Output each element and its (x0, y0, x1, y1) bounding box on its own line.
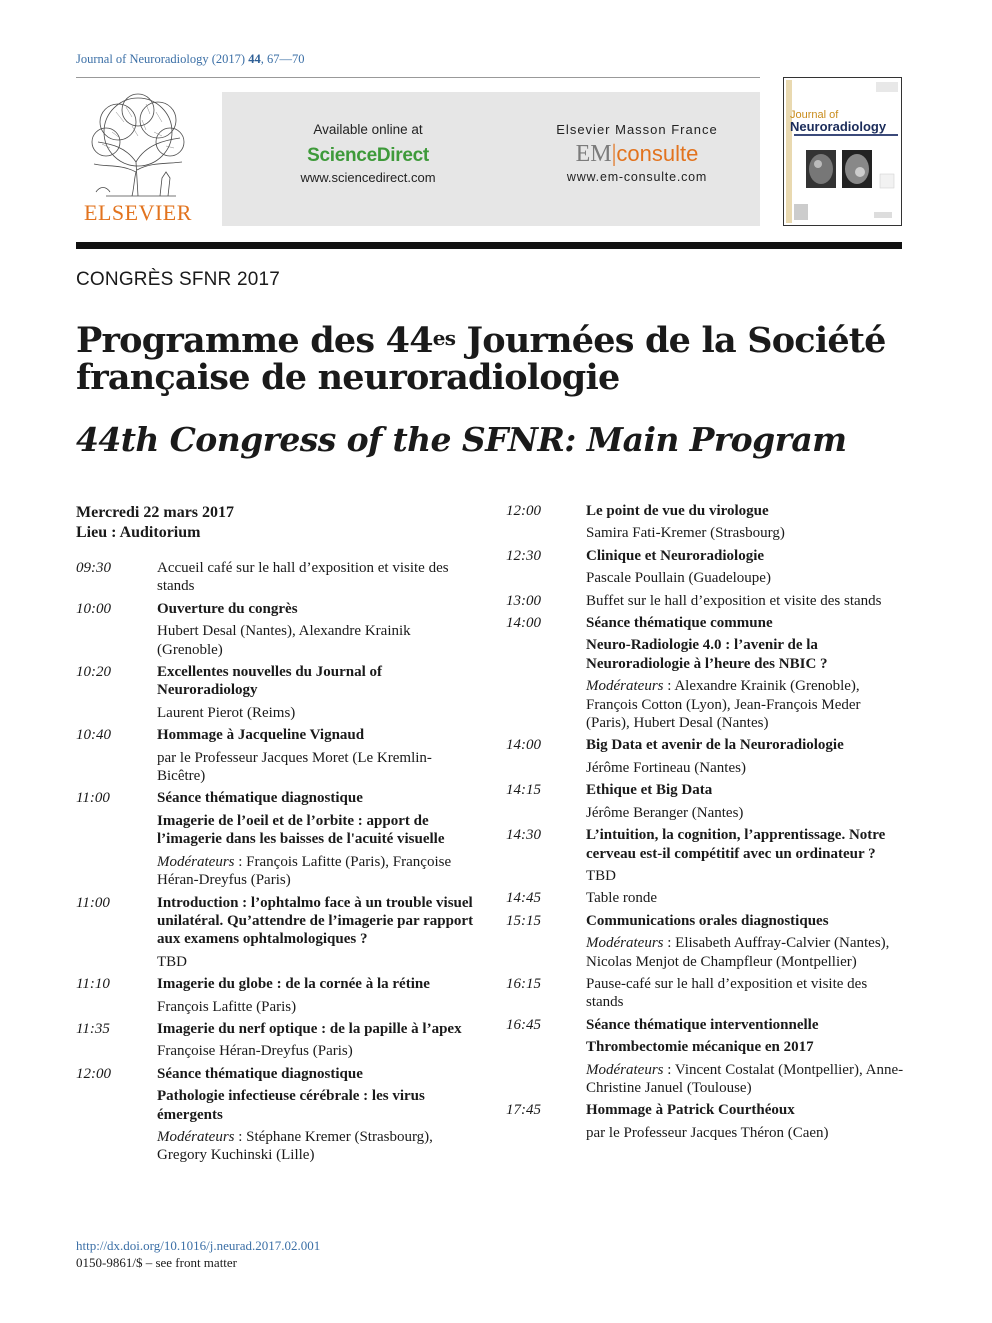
program-entry (506, 592, 906, 610)
program-session-title: Hommage à Patrick Courthéoux (586, 1102, 795, 1119)
article-subtitle: 44th Congress of the SFNR: Main Program (76, 420, 847, 459)
program-session-title: Hommage à Jacqueline Vignaud (157, 727, 365, 744)
section-label: CONGRÈS SFNR 2017 (76, 269, 281, 290)
program-time: 14:00 (506, 737, 541, 754)
em-logo-bar: | (611, 141, 617, 167)
program-entry-body (157, 789, 476, 889)
program-time: 13:00 (506, 592, 541, 609)
program-entry-body (157, 726, 476, 785)
title-part1: Programme des 44 (76, 320, 433, 361)
program-entry (76, 726, 476, 785)
program-time: 11:00 (76, 790, 110, 807)
program-entry-body (586, 614, 906, 732)
program-moderators (586, 934, 906, 971)
title-superscript: es (432, 326, 456, 350)
program-entry-body (157, 663, 476, 722)
program-speaker: TBD (586, 867, 616, 884)
program-entry (506, 781, 906, 822)
moderators-label: Modérateurs (157, 1128, 235, 1145)
program-session-title: Excellentes nouvelles du Journal of Neuroradiology (157, 664, 383, 699)
program-entry (506, 826, 906, 885)
journal-cover[interactable] (783, 77, 902, 226)
program-session-title: Séance thématique commune (586, 615, 773, 632)
em-logo-right: consulte (616, 141, 699, 166)
program-session-title: Séance thématique diagnostique (157, 790, 363, 807)
em-publisher-label: Elsevier Masson France (556, 122, 718, 137)
program-speaker: Pause-café sur le hall d’exposition et visite des stands (586, 975, 868, 1011)
journal-ref-volume: 44 (248, 52, 261, 66)
program-time: 14:00 (506, 615, 541, 632)
program-session-title: Ouverture du congrès (157, 600, 298, 617)
title-part2: Journées de la Société française de neuroradiologie (76, 320, 886, 398)
program-entry-body (157, 975, 476, 1016)
program-speaker: Hubert Desal (Nantes), Alexandre Krainik (Grenoble) (157, 623, 411, 658)
program-entry (506, 889, 906, 907)
program-time: 14:15 (506, 782, 541, 799)
program-session-title: Introduction : l’ophtalmo face à un trouble visuel unilatéral. Qu’attendre de l’imagerie par rapport aux examens ophtalmologiques ? (157, 894, 474, 948)
program-entry (506, 614, 906, 732)
sciencedirect-url[interactable]: www.sciencedirect.com (300, 170, 436, 185)
program-entry-body (157, 559, 476, 596)
program-entry-body (586, 736, 906, 777)
program-session-title: Imagerie de l’oeil et de l’orbite : apport de l’imagerie dans les baisses de l'acuité visuelle (157, 812, 445, 848)
issn-line: 0150-9861/$ – see front matter (76, 1255, 238, 1270)
program-speaker: Jérôme Beranger (Nantes) (586, 804, 744, 821)
program-time: 11:10 (76, 976, 110, 993)
program-session-title: Séance thématique diagnostique (157, 1065, 363, 1082)
footer (76, 1237, 320, 1271)
moderators-names: : Elisabeth Auffray-Calvier (Nantes), Nicolas Menjot de Champfleur (Montpellier) (586, 935, 890, 970)
program-speaker: par le Professeur Jacques Moret (Le Kremlin-Bicêtre) (157, 749, 432, 785)
program-entry-body (157, 1065, 476, 1165)
program-entry-body (586, 502, 906, 543)
sciencedirect-block[interactable] (278, 122, 458, 185)
program-entry-body (586, 975, 906, 1012)
program-moderators (586, 1061, 906, 1098)
elsevier-wordmark: ELSEVIER (84, 200, 192, 225)
program-entry (506, 975, 906, 1012)
program-entry-body (586, 1016, 906, 1098)
program-entry-body (157, 600, 476, 659)
program-right-list (506, 502, 906, 1142)
program-entry-body (586, 547, 906, 588)
program-time: 09:30 (76, 560, 111, 576)
journal-ref-pages: , 67—70 (260, 52, 305, 66)
program-entry (506, 912, 906, 971)
program-venue: Lieu : Auditorium (76, 524, 201, 541)
program-moderators (157, 853, 476, 890)
program-entry (76, 663, 476, 722)
elsevier-tree-icon (76, 92, 200, 202)
program-entry (76, 559, 476, 596)
program-speaker: François Lafitte (Paris) (157, 998, 297, 1015)
program-entry-body (586, 1101, 906, 1142)
program-speaker: Jérôme Fortineau (Nantes) (586, 759, 746, 776)
cover-title-main: Neuroradiology (790, 119, 887, 134)
moderators-names: : Stéphane Kremer (Strasbourg), Gregory Kuchinski (Lille) (157, 1128, 433, 1164)
program-entry-body (586, 781, 906, 822)
program-date: Mercredi 22 mars 2017 (76, 504, 235, 521)
moderators-names: : François Lafitte (Paris), Françoise Héran-Dreyfus (Paris) (157, 853, 452, 889)
program-entry (506, 1016, 906, 1098)
program-entry (506, 1101, 906, 1142)
program-speaker: Buffet sur le hall d’exposition et visite des stands (586, 592, 882, 609)
header-divider (76, 77, 760, 78)
program-speaker: Table ronde (586, 890, 658, 907)
moderators-names: : Vincent Costalat (Montpellier), Anne-Christine Januel (Toulouse) (586, 1061, 904, 1096)
program-speaker: TBD (157, 953, 187, 970)
program-session-title: Le point de vue du virologue (586, 503, 769, 519)
program-entry-body (586, 889, 906, 907)
program-speaker: Samira Fati-Kremer (Strasbourg) (586, 525, 785, 542)
program-entry (506, 502, 906, 543)
elsevier-logo (76, 92, 200, 226)
availability-banner (222, 92, 760, 226)
program-time: 12:30 (506, 547, 541, 564)
header-thick-rule (76, 242, 902, 249)
moderators-label: Modérateurs (586, 678, 664, 695)
program-time: 10:40 (76, 727, 111, 744)
program-day-heading (76, 503, 476, 543)
program-session-title: Imagerie du nerf optique : de la papille à l’apex (157, 1020, 462, 1037)
program-entry-body (586, 912, 906, 971)
program-time: 11:00 (76, 894, 110, 911)
program-time: 10:00 (76, 600, 111, 617)
program-session-title: Big Data et avenir de la Neuroradiologie (586, 737, 844, 754)
program-entry (506, 547, 906, 588)
program-time: 16:15 (506, 975, 541, 992)
program-time: 10:20 (76, 664, 111, 681)
program-moderators (157, 1128, 476, 1165)
em-logo-left: EM (575, 141, 612, 167)
program-time: 12:00 (76, 1065, 111, 1082)
program-time: 15:15 (506, 912, 541, 929)
program-time: 16:45 (506, 1016, 541, 1033)
journal-reference[interactable] (76, 52, 304, 67)
program-session-title: Thrombectomie mécanique en 2017 (586, 1039, 814, 1056)
moderators-label: Modérateurs (586, 1061, 664, 1078)
program-speaker: Pascale Poullain (Guadeloupe) (586, 570, 771, 587)
program-session-title: Communications orales diagnostiques (586, 912, 829, 929)
journal-ref-prefix: Journal of Neuroradiology (2017) (76, 52, 249, 66)
program-speaker: Laurent Pierot (Reims) (157, 704, 296, 721)
program-session-title: Clinique et Neuroradiologie (586, 547, 765, 564)
emconsulte-logo (532, 141, 742, 168)
program-session-title: Séance thématique interventionnelle (586, 1016, 819, 1033)
program-entry (76, 894, 476, 972)
program-session-title: Pathologie infectieuse cérébrale : les virus émergents (157, 1088, 425, 1123)
program-entry (506, 736, 906, 777)
program-entry-body (157, 1020, 476, 1061)
program-time: 14:30 (506, 827, 541, 844)
program-session-title: Neuro-Radiologie 4.0 : l’avenir de la Neuroradiologie à l’heure des NBIC ? (586, 637, 828, 672)
program-right-column (506, 502, 906, 1146)
moderators-names: : Alexandre Krainik (Grenoble), François Cotton (Lyon), Jean-François Meder (Paris), Hubert Desal (Nantes) (586, 678, 861, 732)
program-session-title: Ethique et Big Data (586, 782, 713, 799)
program-left-column (76, 503, 476, 1169)
emconsulte-block[interactable] (532, 122, 742, 184)
emconsulte-url[interactable]: www.em-consulte.com (566, 170, 708, 184)
available-online-label: Available online at (313, 122, 423, 137)
sciencedirect-logo: ScienceDirect (307, 145, 429, 166)
cover-title (790, 108, 886, 133)
program-time: 12:00 (506, 503, 541, 519)
program-time: 11:35 (76, 1020, 110, 1037)
program-entry (76, 789, 476, 889)
program-entry-body (157, 894, 476, 972)
article-title (76, 322, 906, 396)
program-entry (76, 1065, 476, 1165)
cover-art-icon (784, 78, 901, 225)
doi-link[interactable]: http://dx.doi.org/10.1016/j.neurad.2017.02.001 (76, 1238, 321, 1253)
program-entry-body (586, 826, 906, 885)
program-time: 14:45 (506, 890, 541, 907)
program-entry-body (586, 592, 906, 610)
program-speaker: Accueil café sur le hall d’exposition et visite des stands (157, 560, 449, 595)
moderators-label: Modérateurs (586, 935, 664, 952)
program-time: 17:45 (506, 1102, 541, 1119)
program-speaker: Françoise Héran-Dreyfus (Paris) (157, 1043, 353, 1060)
program-session-title: Imagerie du globe : de la cornée à la rétine (157, 976, 430, 993)
cover-title-journal: Journal of (790, 109, 839, 121)
program-session-title: L’intuition, la cognition, l’apprentissage. Notre cerveau est-il compétitif avec un ordinateur ? (586, 827, 886, 862)
moderators-label: Modérateurs (157, 853, 235, 870)
program-left-list (76, 559, 476, 1165)
program-moderators (586, 677, 906, 732)
program-speaker: par le Professeur Jacques Théron (Caen) (586, 1124, 829, 1141)
program-entry (76, 600, 476, 659)
program-entry (76, 975, 476, 1016)
program-entry (76, 1020, 476, 1061)
